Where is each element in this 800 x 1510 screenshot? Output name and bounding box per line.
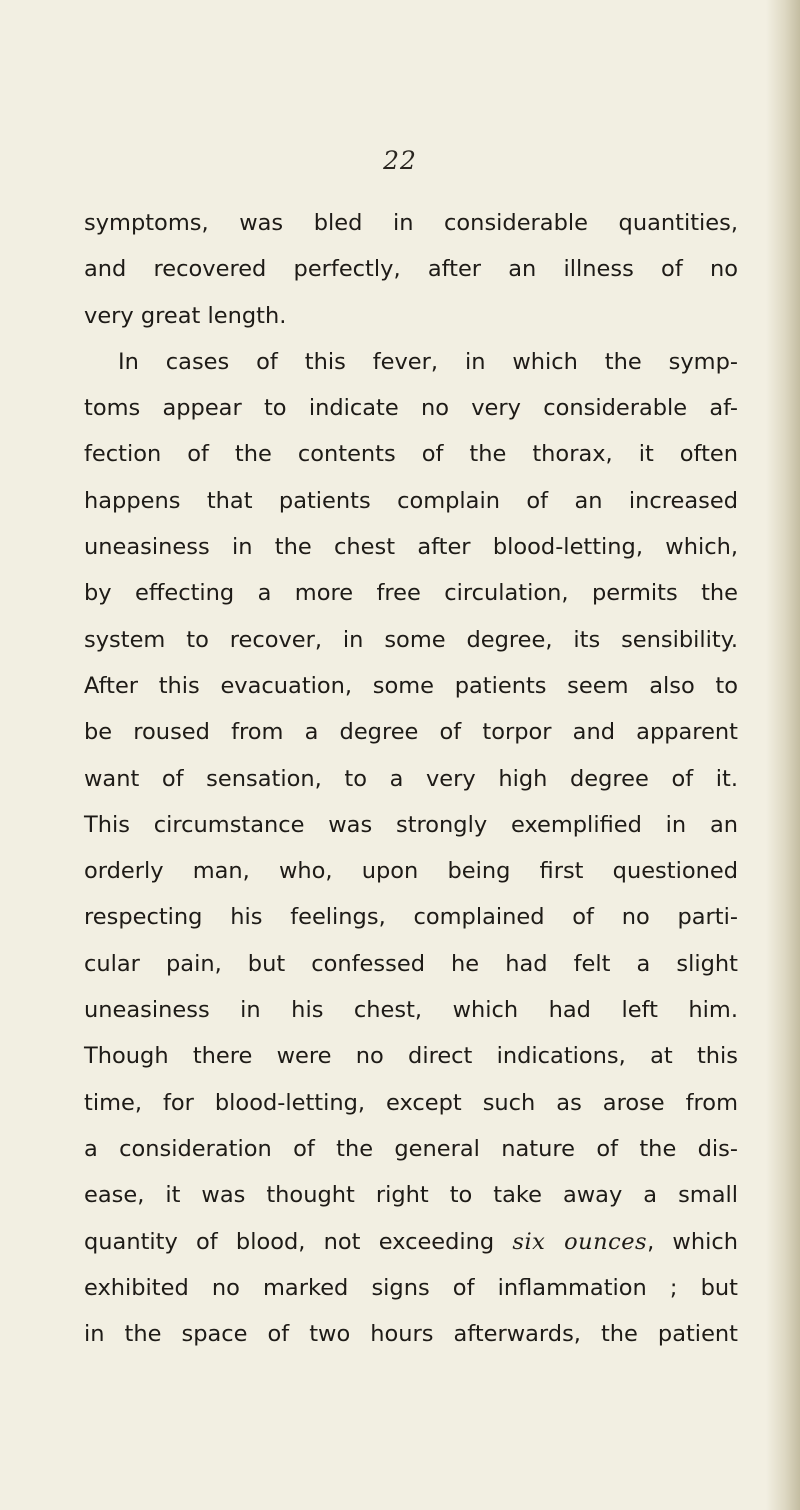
text-line: symptoms, was bled in considerable quantities, [84, 210, 738, 236]
text-line: fection of the contents of the thorax, it often [84, 441, 738, 468]
text-line: uneasiness in the chest after blood-letting, which, [84, 534, 738, 561]
text-line: respecting his feelings, complained of no parti- [84, 904, 738, 931]
text-line: time, for blood-letting, except such as arose from [84, 1089, 738, 1116]
text-line: by effecting a more free circulation, permits the [84, 580, 738, 607]
text-line: In cases of this fever, in which the symp- [118, 348, 738, 375]
italic-phrase: six ounces [512, 1228, 648, 1255]
text-line: cular pain, but confessed he had felt a slight [84, 950, 738, 977]
page-edge-shadow [766, 0, 800, 1510]
text-line: ease, it was thought right to take away a small [84, 1182, 738, 1209]
text-segment: quantity of blood, not exceeding [84, 1228, 513, 1255]
text-line: and recovered perfectly, after an illness of no [84, 256, 738, 283]
text-line: system to recover, in some degree, its sensibility. [84, 626, 738, 653]
text-line: be roused from a degree of torpor and apparent [84, 719, 738, 746]
text-line: uneasiness in his chest, which had left him. [84, 997, 738, 1024]
text-line: toms appear to indicate no very considerable af- [84, 395, 738, 422]
page-number: 22 [383, 146, 417, 175]
text-line: very great length. [84, 302, 287, 329]
text-segment: , which [647, 1228, 738, 1255]
text-line: This circumstance was strongly exemplified in an [84, 811, 738, 838]
text-line-with-italic [84, 1219, 738, 1265]
text-line: After this evacuation, some patients seem also to [84, 672, 738, 699]
text-line: happens that patients complain of an increased [84, 487, 738, 514]
text-line: Though there were no direct indications, at this [84, 1043, 738, 1070]
text-line: a consideration of the general nature of the dis- [84, 1135, 738, 1162]
text-line: in the space of two hours afterwards, the patient [84, 1321, 738, 1348]
body-text [84, 200, 738, 1357]
text-line: want of sensation, to a very high degree of it. [84, 765, 738, 792]
text-line: orderly man, who, upon being first questioned [84, 858, 738, 885]
text-line: exhibited no marked signs of inflammation ; but [84, 1274, 738, 1301]
